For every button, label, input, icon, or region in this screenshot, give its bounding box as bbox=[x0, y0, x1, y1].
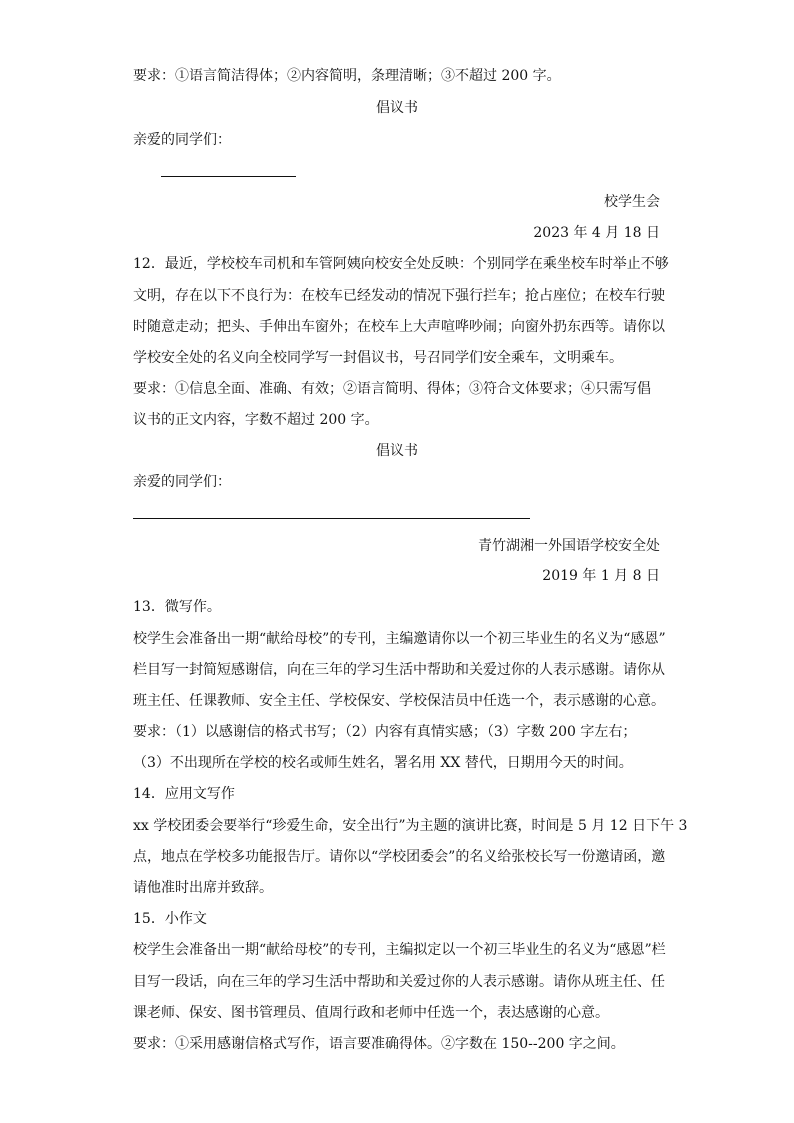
q11-answer-blank bbox=[161, 176, 296, 177]
q12-answer-blank bbox=[133, 518, 530, 519]
q12-line: 文明，存在以下不良行为：在校车已经发动的情况下强行拦车；抢占座位；在校车行驶 bbox=[133, 288, 665, 304]
q13-requirement-line: 要求：（1）以感谢信的格式书写；（2）内容有真情实感；（3）字数 200 字左右； bbox=[133, 724, 637, 740]
q12-letter-title: 倡议书 bbox=[376, 443, 418, 459]
q13-line: 栏目写一封简短感谢信，向在三年的学习生活中帮助和关爱过你的人表示感谢。请你从 bbox=[133, 662, 665, 678]
q15-line: 课老师、保安、图书管理员、值周行政和老师中任选一个，表达感谢的心意。 bbox=[133, 1005, 609, 1021]
q12-line: 时随意走动；把头、手伸出车窗外；在校车上大声喧哗吵闹；向窗外扔东西等。请你以 bbox=[133, 319, 665, 335]
q11-letter-title: 倡议书 bbox=[376, 100, 418, 116]
q12-line: 学校安全处的名义向全校同学写一封倡议书，号召同学们安全乘车，文明乘车。 bbox=[133, 350, 623, 366]
q12-date: 2019 年 1 月 8 日 bbox=[542, 568, 660, 584]
q15-line: 目写一段话，向在三年的学习生活中帮助和关爱过你的人表示感谢。请你从班主任、任 bbox=[133, 974, 665, 990]
q14-line: 请他准时出席并致辞。 bbox=[133, 880, 273, 896]
q12-greeting: 亲爱的同学们： bbox=[133, 474, 231, 490]
q11-signature: 校学生会 bbox=[604, 194, 660, 210]
q11-date: 2023 年 4 月 18 日 bbox=[533, 225, 660, 241]
q11-requirement: 要求：①语言简洁得体；②内容简明，条理清晰；③不超过 200 字。 bbox=[133, 68, 561, 84]
q12-requirement-line: 议书的正文内容，字数不超过 200 字。 bbox=[133, 412, 379, 428]
q11-greeting: 亲爱的同学们： bbox=[133, 132, 231, 148]
q12-signature: 青竹湖湘一外国语学校安全处 bbox=[478, 538, 660, 554]
q13-requirement-line: （3）不出现所在学校的校名或师生姓名，署名用 XX 替代，日期用今天的时间。 bbox=[133, 755, 633, 771]
q15-requirement-line: 要求：①采用感谢信格式写作，语言要准确得体。②字数在 150--200 字之间。 bbox=[133, 1036, 625, 1052]
q12-line: 12．最近，学校校车司机和车管阿姨向校安全处反映：个别同学在乘坐校车时举止不够 bbox=[133, 256, 669, 272]
q13-heading: 13．微写作。 bbox=[133, 599, 221, 615]
q13-line: 校学生会准备出一期“献给母校”的专刊，主编邀请你以一个初三毕业生的名义为“感恩” bbox=[133, 631, 666, 647]
q13-line: 班主任、任课教师、安全主任、学校保安、学校保洁员中任选一个，表示感谢的心意。 bbox=[133, 693, 665, 709]
q14-line: xx 学校团委会要举行“珍爱生命，安全出行”为主题的演讲比赛，时间是 5 月 12 日下午 3 bbox=[133, 818, 688, 834]
q15-line: 校学生会准备出一期“献给母校”的专刊，主编拟定以一个初三毕业生的名义为“感恩”栏 bbox=[133, 942, 666, 958]
q12-requirement-line: 要求：①信息全面、准确、有效；②语言简明、得体；③符合文体要求；④只需写倡 bbox=[133, 381, 651, 397]
q15-heading: 15．小作文 bbox=[133, 911, 207, 927]
q14-line: 点，地点在学校多功能报告厅。请你以“学校团委会”的名义给张校长写一份邀请函，邀 bbox=[133, 849, 666, 865]
q14-heading: 14．应用文写作 bbox=[133, 786, 235, 802]
